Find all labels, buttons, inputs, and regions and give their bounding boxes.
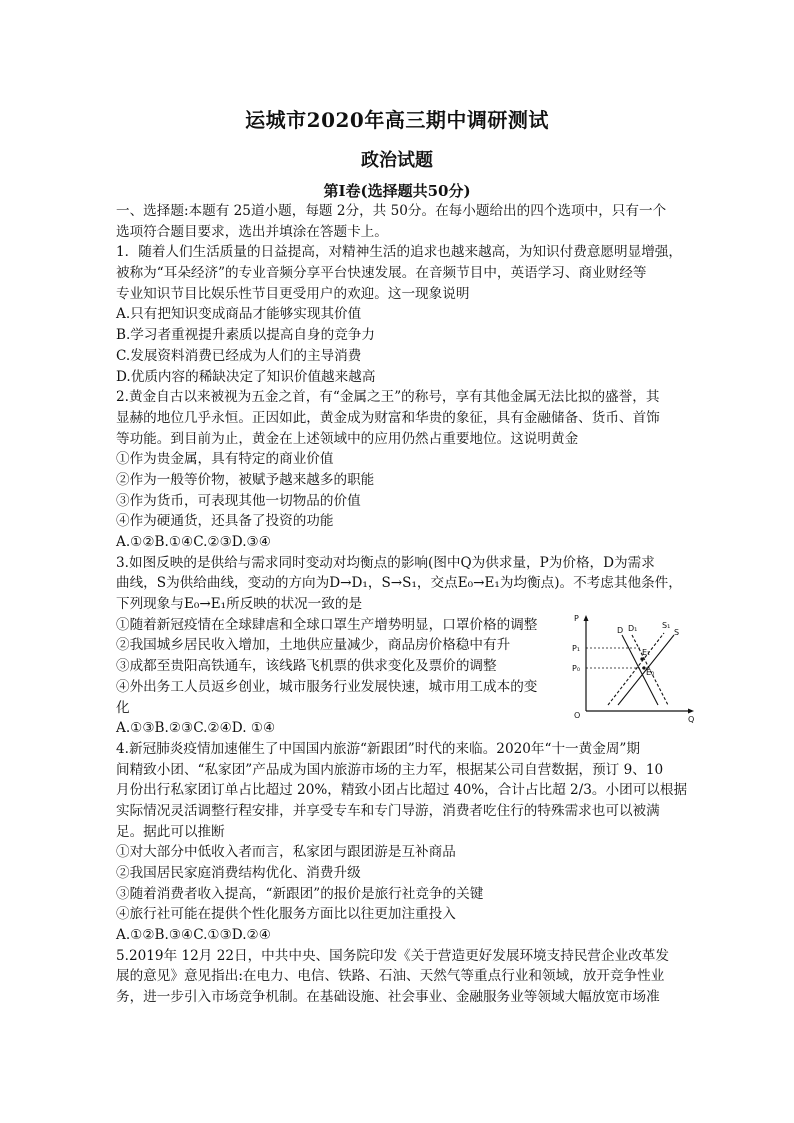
- section-heading: 第I卷(选择题共50分): [323, 182, 471, 200]
- question-3-options: [116, 615, 556, 739]
- option-b: B.学习者重视提升素质以提高自身的竞争力: [116, 327, 375, 344]
- answer-options: A.①②B.①④C.②③D.③④: [116, 534, 271, 550]
- question-line: 间精致小团、“私家团”产品成为国内旅游市场的主力军，根据某公司自营数据，预订 9、10: [116, 761, 664, 778]
- question-line: 曲线，S为供给曲线，变动的方向为D→D₁，S→S₁，交点E₀→E₁为均衡点)。不考虑其他条件，: [116, 575, 682, 592]
- question-line: 足。据此可以推断: [116, 823, 225, 840]
- q-axis-label: Q: [688, 714, 695, 723]
- statement-4: ④外出务工人员返乡创业，城市服务行业发展快速，城市用工成本的变: [116, 678, 538, 695]
- question-line: 1．随着人们生活质量的日益提高，对精神生活的追求也越来越高，为知识付费意愿明显增强，: [116, 244, 682, 261]
- statement-4-continued: 化: [116, 699, 130, 716]
- question-3: [116, 553, 695, 739]
- statement-3: ③随着消费者收入提高，“新跟团”的报价是旅行社竞争的关键: [116, 885, 484, 902]
- question-line: 被称为“耳朵经济”的专业音频分享平台快速发展。在音频节目中，英语学习、商业财经等: [116, 265, 647, 282]
- d1-label: D₁: [628, 623, 638, 633]
- statement-2: ②作为一般等价物，被赋予越来越多的职能: [116, 471, 375, 488]
- instructions: [116, 201, 691, 242]
- question-1: [116, 242, 691, 387]
- question-line: 实际情况灵活调整行程安排，并享受专车和专门导游，消费者吃住行的特殊需求也可以被满: [116, 802, 660, 819]
- origin-label: O: [574, 710, 581, 720]
- statement-4: ④旅行社可能在提供个性化服务方面比以往更加注重投入: [116, 906, 456, 923]
- question-line: 4.新冠肺炎疫情加速催生了中国国内旅游“新跟团”时代的来临。2020年“十一黄金周”期: [116, 740, 640, 757]
- question-line: 展的意见》意见指出:在电力、电信、铁路、石油、天然气等重点行业和领域，放开竞争性业: [116, 968, 665, 985]
- question-line: 3.如图反映的是供给与需求同时变动对均衡点的影响(图中Q为供求量，P为价格，D为需求: [116, 554, 655, 571]
- statement-4: ④作为硬通货，还具备了投资的功能: [116, 513, 334, 530]
- p-axis-arrow: [584, 615, 589, 621]
- exam-subtitle: 政治试题: [361, 150, 433, 171]
- question-line: 等功能。到目前为止，黄金在上述领域中的应用仍然占重要地位。这说明黄金: [116, 430, 579, 447]
- instruction-line: 一、选择题:本题有 25道小题，每题 2分，共 50分。在每小题给出的四个选项中，只有一个: [116, 203, 667, 219]
- question-line: 下列现象与E₀→E₁所反映的状况一致的是: [116, 596, 363, 613]
- question-line: 专业知识节目比娱乐性节目更受用户的欢迎。这一现象说明: [116, 285, 470, 302]
- p0-label: P₀: [572, 663, 581, 673]
- s-label: S: [674, 627, 680, 637]
- question-line: 5.2019年 12月 22日，中共中央、国务院印发《关于营造更好发展环境支持民营企业改革发: [116, 947, 669, 964]
- q-axis-arrow: [688, 708, 694, 713]
- statement-1: ①对大部分中低收入者而言，私家团与跟团游是互补商品: [116, 844, 456, 861]
- statement-3: ③作为货币，可表现其他一切物品的价值: [116, 492, 361, 509]
- supply-demand-graph: [568, 611, 698, 723]
- p-axis-label: P: [574, 613, 579, 623]
- statement-2: ②我国城乡居民收入增加，土地供应量减少，商品房价格稳中有升: [116, 637, 511, 654]
- option-a: A.只有把知识变成商品才能够实现其价值: [116, 306, 362, 323]
- question-line: 月份出行私家团订单占比超过 20%，精致小团占比超过 40%，合计占比超 2/3。小团可以根据: [116, 782, 688, 799]
- equilibrium-e0: [642, 666, 645, 669]
- question-line: 务，进一步引入市场竞争机制。在基础设施、社会事业、金融服务业等领域大幅放宽市场准: [116, 989, 660, 1006]
- question-3-options-block: [116, 613, 695, 739]
- exam-title: 运城市2020年高三期中调研测试: [245, 108, 549, 132]
- question-5: [116, 946, 691, 1008]
- instruction-line: 选项符合题目要求，选出并填涂在答题卡上。: [116, 223, 388, 240]
- question-2: [116, 387, 691, 553]
- option-c: C.发展资料消费已经成为人们的主导消费: [116, 347, 362, 364]
- e1-label: E₁: [642, 647, 651, 657]
- statement-2: ②我国居民家庭消费结构优化、消费升级: [116, 865, 361, 881]
- statement-3: ③成都至贵阳高铁通车，该线路飞机票的供求变化及票价的调整: [116, 658, 497, 675]
- supply-curve-s1: [608, 633, 664, 705]
- question-line: 2.黄金自古以来被视为五金之首，有“金属之王”的称号，享有其他金属无法比拟的盛誉，其: [116, 389, 660, 406]
- exam-body: [116, 201, 695, 1008]
- s1-label: S₁: [662, 620, 671, 630]
- e0-label: E₀: [646, 667, 655, 677]
- equilibrium-e1: [640, 657, 643, 660]
- statement-1: ①作为贵金属，具有特定的商业价值: [116, 451, 334, 468]
- question-4: [116, 739, 691, 946]
- statement-1: ①随着新冠疫情在全球肆虐和全球口罩生产增势明显，口罩价格的调整: [116, 616, 538, 633]
- p1-label: P₁: [572, 643, 581, 653]
- answer-options: A.①③B.②③C.②④D. ①④: [116, 720, 276, 737]
- answer-options: A.①②B.③④C.①③D.②④: [116, 927, 271, 944]
- d-label: D: [617, 625, 624, 635]
- option-d: D.优质内容的稀缺决定了知识价值越来越高: [116, 368, 376, 385]
- question-line: 显赫的地位几乎永恒。正因如此，黄金成为财富和华贵的象征，具有金融储备、货币、首饰: [116, 409, 660, 426]
